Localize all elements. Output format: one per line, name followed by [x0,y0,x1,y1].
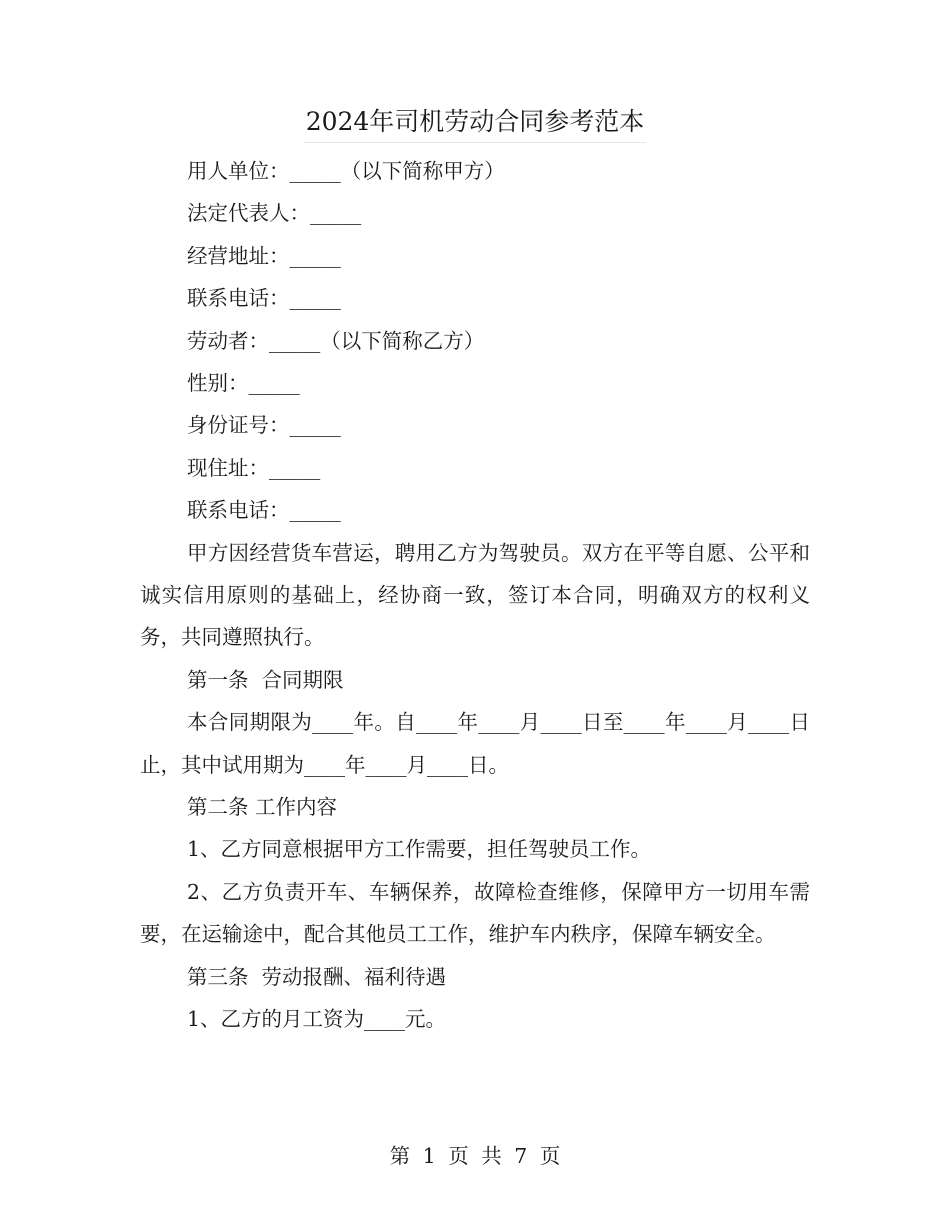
party-field-employer-phone: 联系电话：_____ [187,286,341,311]
page-footer [0,1140,950,1172]
article-3-heading: 第三条 劳动报酬、福利待遇 [187,964,447,989]
party-field-worker: 劳动者：_____（以下简称乙方） [187,328,485,353]
document-title-text: 2024年司机劳动合同参考范本 [304,104,647,143]
article-1-heading: 第一条 合同期限 [187,667,344,692]
party-field-worker-phone: 联系电话：_____ [187,498,341,523]
party-field-business-address: 经营地址：_____ [187,243,341,268]
party-field-gender: 性别：_____ [187,370,300,395]
article-2-heading: 第二条 工作内容 [187,794,338,819]
party-field-employer: 用人单位：_____（以下简称甲方） [187,159,505,183]
article-2-item-1: 1、乙方同意根据甲方工作需要，担任驾驶员工作。 [187,837,652,862]
intro-paragraph: 甲方因经营货车营运，聘用乙方为驾驶员。双方在平等自愿、公平和诚实信用原则的基础上，经协商一致，签订本合同，明确双方的权利义务，共同遵照执行。 [140,540,810,650]
article-3-item-1: 1、乙方的月工资为____元。 [187,1006,447,1031]
article-2-item-2: 2、乙方负责开车、车辆保养，故障检查维修，保障甲方一切用车需要，在运输途中，配合其他员工工作，维护车内秩序，保障车辆安全。 [140,879,810,947]
party-field-current-address: 现住址：_____ [187,455,321,480]
article-1-text: 本合同期限为____年。自____年____月____日至____年____月____日止，其中试用期为____年____月____日。 [140,710,810,777]
page-indicator: 第 1 页 共 7 页 [389,1144,561,1168]
party-field-legal-representative: 法定代表人：_____ [187,201,362,226]
document-body [140,150,810,1040]
document-title [0,104,950,143]
party-field-id-number: 身份证号：_____ [187,413,341,438]
